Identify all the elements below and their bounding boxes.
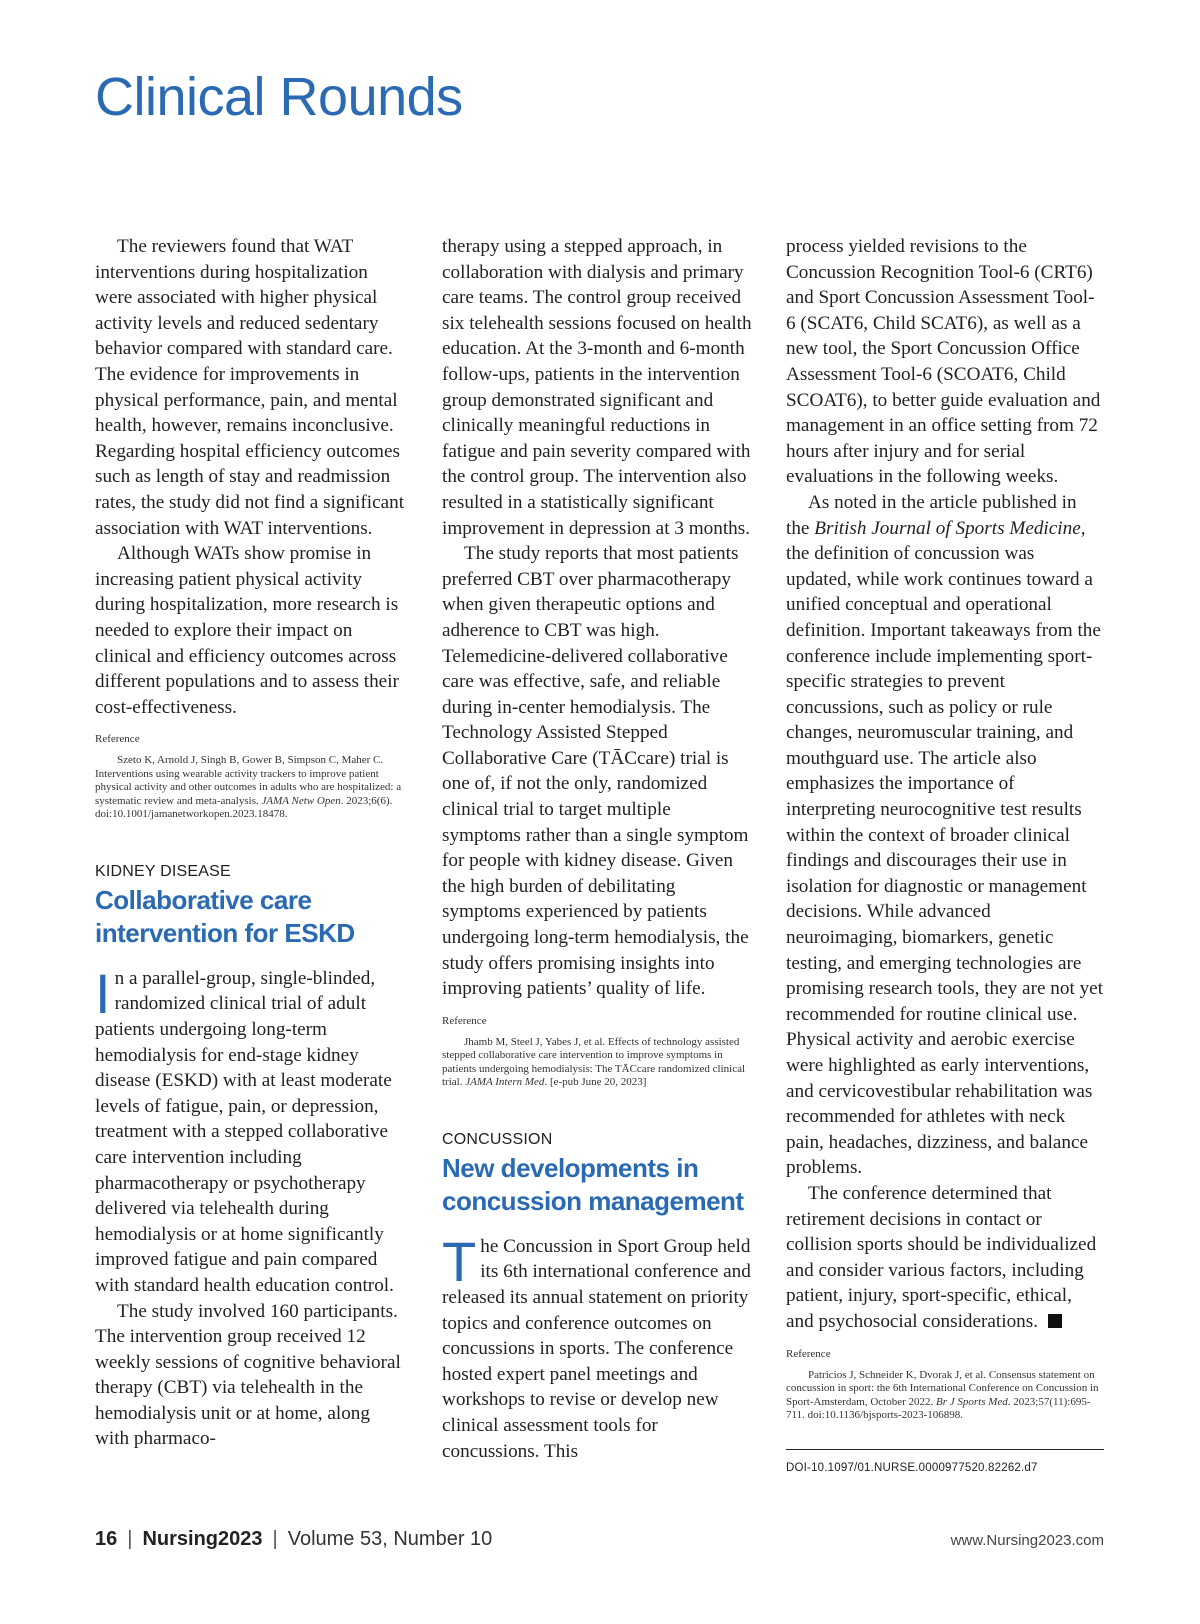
reference-label: Reference <box>786 1347 831 1360</box>
body-paragraph-lead <box>95 961 407 1299</box>
body-paragraph: The study involved 160 participants. The intervention group received 12 weekly sessions of cognitive behavioral therapy (CBT) via telehealth in the hemodialysis unit or at home, along with pharmaco- <box>95 1300 401 1450</box>
footer-separator: | <box>127 1528 133 1550</box>
body-paragraph <box>786 1181 1104 1335</box>
reference-text <box>442 1036 754 1090</box>
reference-citation-end: . 2023;57(11):695-711. doi:10.1136/bjsports-2023-106898. <box>786 1395 1091 1422</box>
reference-text <box>786 1369 1104 1423</box>
reference-journal: JAMA Netw Open <box>261 794 341 807</box>
paragraph-text: , the definition of concussion was updated, while work continues toward a unified conceptual and operational definition. Important takeaways from the conference include implementing sport-specific strategies to prevent concussions, such as policy or rule changes, neuromuscular training, and mouthguard use. The article also emphasizes the importance of interpreting neurocognitive test results within the context of broader clinical findings and discourages their use in isolation for diagnostic or management decisions. While advanced neuroimaging, biomarkers, genetic testing, and emerging technologies are promising research tools, they are not yet recommended for routine clinical use. Physical activity and aerobic exercise were highlighted as early interventions, and cervicovestibular rehabilitation was recommended for athletes with neck pain, headaches, dizziness, and balance problems. <box>786 517 1104 1179</box>
lead-text: n a parallel-group, single-blinded, randomized clinical trial of adult patients undergoing long-term hemodialysis for end-stage kidney disease (ESKD) with at least moderate levels of fatigue, pain, or depression, treatment with a stepped collaborative care intervention including pharmacotherapy or psychotherapy delivered via telehealth during hemodialysis or at home significantly improved fatigue and pain compared with standard health education control. <box>95 967 394 1296</box>
section-tag-concussion: CONCUSSION <box>442 1130 553 1148</box>
paragraph-text: As noted in the article published in the <box>786 491 1077 539</box>
reference-citation: Patricios J, Schneider K, Dvorak J, et al. Consensus statement on concussion in sport: the 6th International Conference on Concussion in Sport-Amsterdam, October 2022. <box>786 1368 1099 1408</box>
body-paragraph: process yielded revisions to the Concussion Recognition Tool-6 (CRT6) and Sport Concussion Assessment Tool-6 (SCAT6, Child SCAT6), as well as a new tool, the Sport Concussion Office Assessment Tool-6 (SCOAT6, Child SCOAT6), to better guide evaluation and management in an office setting from 72 hours after injury and for serial evaluations in the following weeks. <box>786 236 1101 488</box>
section-tag-kidney: KIDNEY DISEASE <box>95 862 231 880</box>
reference-citation: Szeto K, Arnold J, Singh B, Gower B, Simpson C, Maher C. Interventions using wearable activity trackers to improve patient physical activity and other outcomes in adults who are hospitalized: a systematic review and meta-analysis. <box>95 754 402 807</box>
body-paragraph-lead <box>442 1229 754 1464</box>
website-url: www.Nursing2023.com <box>950 1532 1104 1549</box>
reference-label: Reference <box>95 733 140 746</box>
column-3 <box>786 234 1104 1481</box>
reference-journal: Br J Sports Med <box>936 1395 1008 1408</box>
doi-text: DOI-10.1097/01.NURSE.0000977520.82262.d7 <box>786 1461 1038 1474</box>
reference-citation: Jhamb M, Steel J, Yabes J, et al. Effects of technology assisted stepped collaborative care intervention to improve symptoms in patients undergoing hemodialysis: The TĀCcare randomized clinical trial. <box>442 1035 746 1089</box>
footer-separator: | <box>272 1528 278 1550</box>
body-paragraph: Although WATs show promise in increasing patient physical activity during hospitalization, more research is needed to explore their impact on clinical and efficiency outcomes across different populations and to assess their cost-effectiveness. <box>95 543 399 718</box>
doi-divider <box>786 1449 1104 1450</box>
paragraph-text: The conference determined that retirement decisions in contact or collision sports should be individualized and consider various factors, including patient, injury, sport-specific, ethical, and psychosocial considerations. <box>786 1182 1097 1332</box>
reference-label: Reference <box>442 1014 487 1027</box>
drop-cap: I <box>95 961 111 1025</box>
column-1 <box>95 234 407 1452</box>
publication-name: Nursing2023 <box>142 1528 263 1550</box>
body-paragraph <box>786 490 1104 1181</box>
body-paragraph: The study reports that most patients preferred CBT over pharmacotherapy when given therapeutic options and adherence to CBT was high. Telemedicine-delivered collaborative care was effective, safe, and reliable during in-center hemodialysis. The Technology Assisted Stepped Collaborative Care (TĀCcare) trial is one of, if not the only, randomized clinical trial to target multiple symptoms rather than a single symptom for people with kidney disease. Given the high burden of debilitating symptoms experienced by patients undergoing long-term hemodialysis, the study offers promising insights into improving patients’ quality of life. <box>442 543 749 1000</box>
footer-left <box>95 1528 492 1551</box>
column-2 <box>442 234 754 1464</box>
body-paragraph: therapy using a stepped approach, in collaboration with dialysis and primary care teams. The control group received six telehealth sessions focused on health education. At the 3-month and 6-month follow-ups, patients in the intervention group demonstrated significant and clinically meaningful reductions in fatigue and pain severity compared with the control group. The intervention also resulted in a statistically significant improvement in depression at 3 months. <box>442 236 752 539</box>
volume-info: Volume 53, Number 10 <box>287 1528 493 1550</box>
reference-citation-end: . 2023;6(6). doi:10.1001/jamanetworkopen.2023.18478. <box>95 794 393 821</box>
page-title: Clinical Rounds <box>95 67 463 127</box>
lead-text: he Concussion in Sport Group held its 6th international conference and released its annual statement on priority topics and conference outcomes on concussions in sports. The conference hosted expert panel meetings and workshops to revise or develop new clinical assessment tools for concussions. This <box>442 1235 751 1462</box>
section-headline-concussion: New developments in concussion management <box>442 1152 744 1216</box>
page-footer <box>95 1528 1104 1551</box>
reference-text <box>95 754 407 822</box>
end-of-article-mark <box>1048 1314 1062 1328</box>
page-number: 16 <box>95 1528 118 1550</box>
section-headline-kidney: Collaborative care intervention for ESKD <box>95 884 355 948</box>
reference-citation-end: . [e-pub June 20, 2023] <box>544 1076 647 1089</box>
drop-cap: T <box>442 1229 477 1293</box>
reference-journal: JAMA Intern Med <box>465 1076 545 1089</box>
body-paragraph: The reviewers found that WAT interventions during hospitalization were associated with higher physical activity levels and reduced sedentary behavior compared with standard care. The evidence for improvements in physical performance, pain, and mental health, however, remains inconclusive. Regarding hospital efficiency outcomes such as length of stay and readmission rates, the study did not find a significant association with WAT interventions. <box>95 236 405 539</box>
journal-name: British Journal of Sports Medicine <box>814 517 1081 539</box>
